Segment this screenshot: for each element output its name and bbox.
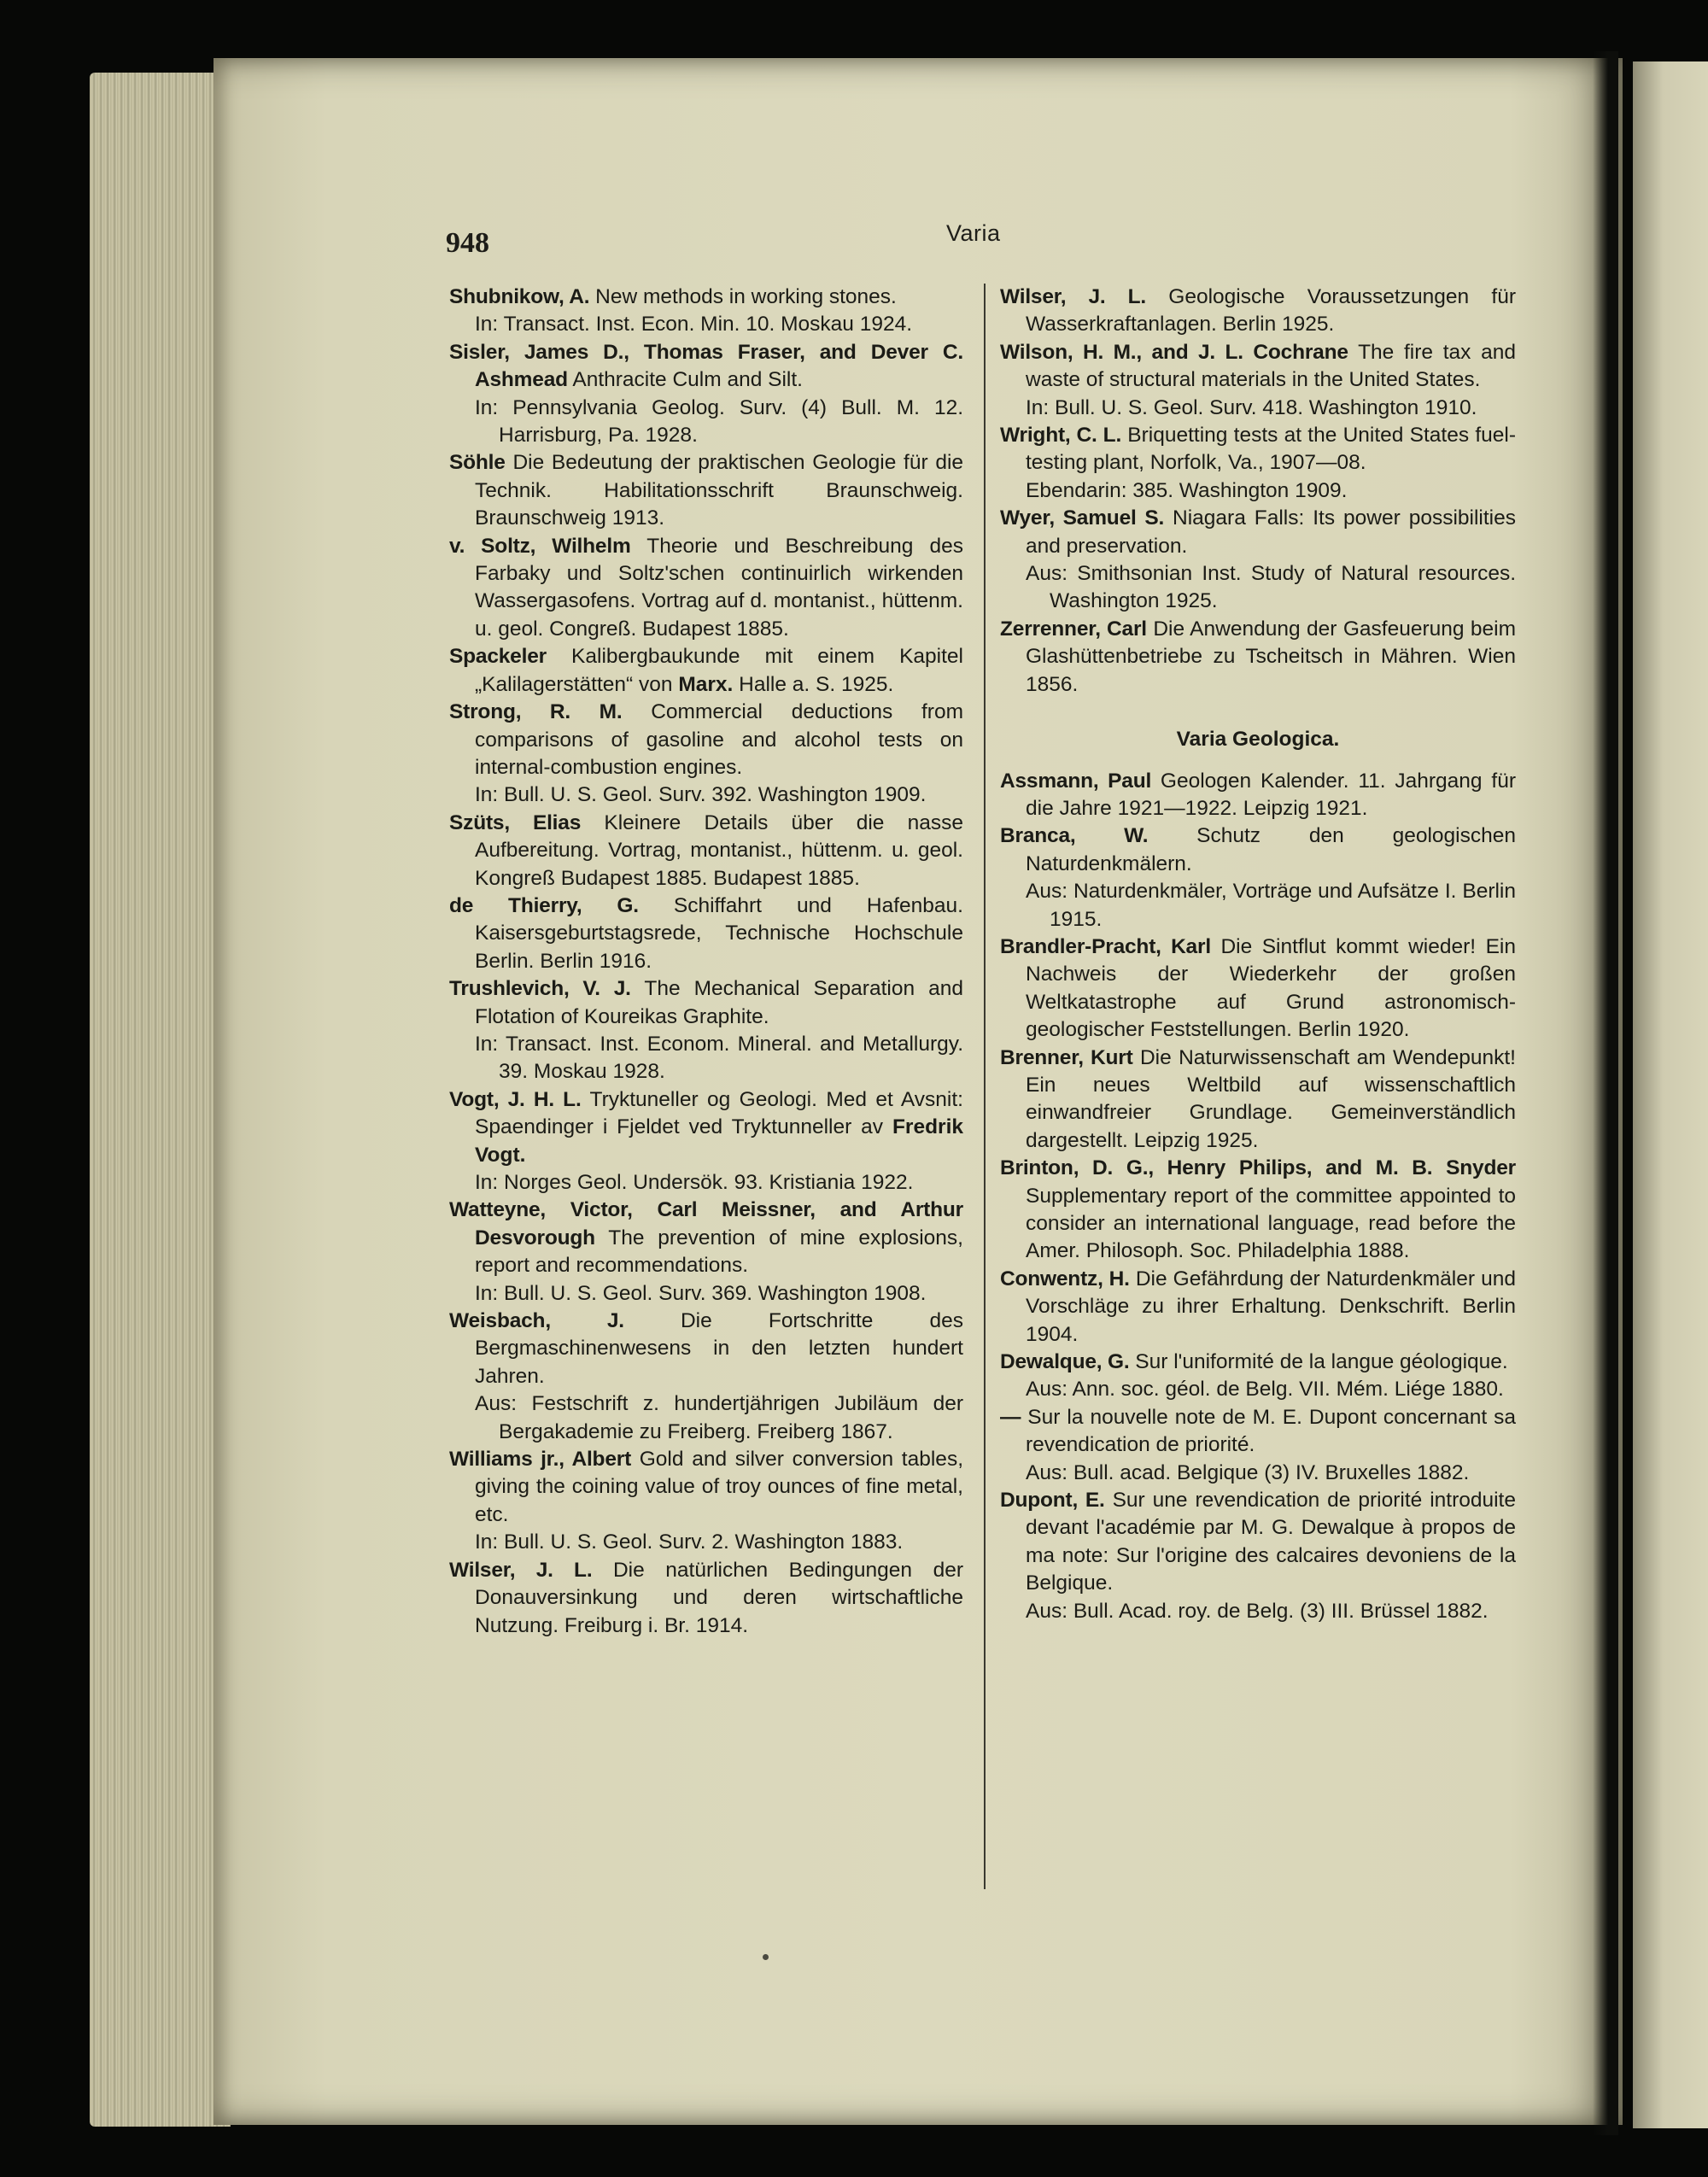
entry-author: Branca, W. bbox=[1000, 824, 1149, 848]
entry-source: Aus: Bull. acad. Belgique (3) IV. Bruxelles 1882. bbox=[1026, 1460, 1470, 1484]
bib-entry bbox=[449, 892, 963, 975]
facing-page-edge bbox=[1633, 61, 1708, 2128]
entry-source: In: Bull. U. S. Geol. Surv. 2. Washington 1883. bbox=[475, 1530, 904, 1554]
entry-title: Briquetting tests at the United States fuel-testing plant, Norfolk, Va., 1907—08. bbox=[1026, 424, 1516, 475]
book-gutter bbox=[1593, 51, 1618, 2135]
entry-author: Brinton, D. G., Henry Philips, and M. B. Snyder bbox=[1000, 1156, 1516, 1180]
bib-entry bbox=[1000, 1349, 1516, 1376]
entry-source: In: Bull. U. S. Geol. Surv. 369. Washington 1908. bbox=[475, 1281, 927, 1305]
entry-author: Shubnikow, A. bbox=[449, 285, 590, 308]
entry-author: Spackeler bbox=[449, 645, 547, 669]
bib-entry bbox=[449, 699, 963, 781]
entry-title: Die Sintflut kommt wieder! Ein Nachweis der Wiederkehr der großen Weltkatastrophe auf Grund astronomisch-geologischer Feststellungen. Berlin 1920. bbox=[1026, 934, 1516, 1042]
bib-entry bbox=[1000, 1045, 1516, 1156]
entry-title: Niagara Falls: Its power possibilities and preservation. bbox=[1026, 506, 1516, 558]
left-column bbox=[449, 284, 963, 1640]
entry-source: Ebendarin: 385. Washington 1909. bbox=[1026, 478, 1348, 502]
right-entries bbox=[1000, 284, 1516, 699]
entry-author: Trushlevich, V. J. bbox=[449, 977, 631, 1001]
bib-entry bbox=[1000, 1155, 1516, 1266]
entry-title: Commercial deductions from comparisons of gasoline and alcohol tests on internal-combustion engines. bbox=[475, 700, 963, 779]
bib-entry bbox=[1000, 422, 1516, 477]
entry-author: Watteyne, Victor, Carl Meissner, and Arthur Desvorough bbox=[449, 1198, 963, 1249]
entry-source: Aus: Naturdenkmäler, Vorträge und Aufsätze I. Berlin 1915. bbox=[1026, 880, 1516, 931]
entry-title: Die Bedeutung der praktischen Geologie für die Technik. Habilitationsschrift Braunschweig. Braunschweig 1913. bbox=[475, 451, 964, 530]
bib-entry bbox=[1000, 1487, 1516, 1598]
bib-entry bbox=[449, 1197, 963, 1279]
entry-title: Die Anwendung der Gasfeuerung beim Glashüttenbetriebe zu Tscheitsch in Mähren. Wien 1856. bbox=[1026, 617, 1516, 696]
bib-entry bbox=[449, 1446, 963, 1529]
bib-entry bbox=[449, 643, 963, 699]
bib-entry bbox=[449, 339, 963, 395]
entry-source: In: Pennsylvania Geolog. Surv. (4) Bull. M. 12. Harrisburg, Pa. 1928. bbox=[475, 395, 963, 448]
right-column bbox=[1000, 284, 1516, 1625]
entry-title: Geologen Kalender. 11. Jahrgang für die Jahre 1921—1922. Leipzig 1921. bbox=[1026, 769, 1516, 820]
entry-author: Strong, R. M. bbox=[449, 700, 623, 724]
bib-entry bbox=[449, 1308, 963, 1390]
bib-entry bbox=[1000, 505, 1516, 560]
entry-source: In: Transact. Inst. Econ. Min. 10. Moskau 1924. bbox=[475, 313, 913, 336]
entry-author: Szüts, Elias bbox=[449, 811, 582, 834]
bib-entry bbox=[1000, 339, 1516, 395]
entry-title: Anthracite Culm and Silt. bbox=[572, 368, 803, 392]
bib-entry bbox=[1000, 768, 1516, 823]
bib-entry bbox=[449, 975, 963, 1031]
entry-source: In: Transact. Inst. Econom. Mineral. and Metallurgy. 39. Moskau 1928. bbox=[475, 1032, 963, 1084]
running-head: Varia bbox=[946, 220, 1001, 246]
entry-source: Aus: Festschrift z. hundertjährigen Jubiläum der Bergakademie zu Freiberg. Freiberg 1867. bbox=[475, 1392, 963, 1443]
entry-source: In: Bull. U. S. Geol. Surv. 392. Washington 1909. bbox=[475, 783, 927, 807]
entry-source: Aus: Bull. Acad. roy. de Belg. (3) III. Brüssel 1882. bbox=[1026, 1599, 1489, 1623]
entry-author: Sisler, James D., Thomas Fraser, and Dever C. Ashmead bbox=[449, 340, 963, 392]
bib-entry bbox=[449, 533, 963, 644]
bib-entry bbox=[1000, 1266, 1516, 1349]
entry-title: Sur l'uniformité de la langue géologique. bbox=[1135, 1350, 1508, 1374]
entry-title: Die Gefährdung der Naturdenkmäler und Vorschläge zu ihrer Erhaltung. Denkschrift. Berlin 1904. bbox=[1026, 1267, 1516, 1346]
entry-title: Gold and silver conversion tables, giving the coining value of troy ounces of fine metal, etc. bbox=[475, 1448, 963, 1526]
bib-entry bbox=[449, 1086, 963, 1169]
entry-source: In: Norges Geol. Undersök. 93. Kristiania 1922. bbox=[475, 1171, 914, 1194]
entry-author: Brandler-Pracht, Karl bbox=[1000, 934, 1211, 958]
entry-title: Die Naturwissenschaft am Wendepunkt! Ein neues Weltbild auf wissenschaftlich einwandfreier Grundlage. Gemeinverständlich dargestellt. Leipzig 1925. bbox=[1026, 1045, 1516, 1152]
book-page-edges bbox=[90, 73, 231, 2127]
entry-title: Kleinere Details über die nasse Aufbereitung. Vortrag, montanist., hüttenm. u. geol. Kongreß Budapest 1885. Budapest 1885. bbox=[475, 811, 964, 890]
entry-title: The prevention of mine explosions, report and recommendations. bbox=[475, 1226, 963, 1278]
entry-author: Williams jr., Albert bbox=[449, 1448, 632, 1472]
bib-entry bbox=[1000, 1404, 1516, 1460]
entry-author: Dupont, E. bbox=[1000, 1489, 1105, 1513]
column-divider bbox=[984, 284, 986, 1889]
entry-title: New methods in working stones. bbox=[595, 285, 897, 308]
entry-author: Zerrenner, Carl bbox=[1000, 617, 1147, 641]
entry-author: Wilser, J. L. bbox=[1000, 285, 1146, 308]
entry-author: Brenner, Kurt bbox=[1000, 1045, 1133, 1069]
bib-entry bbox=[1000, 284, 1516, 339]
entry-author: Wright, C. L. bbox=[1000, 424, 1122, 448]
bib-entry bbox=[449, 449, 963, 532]
entry-author: v. Soltz, Wilhelm bbox=[449, 534, 631, 558]
print-speck bbox=[763, 1954, 769, 1960]
bib-entry bbox=[1000, 822, 1516, 878]
entry-author: Weisbach, J. bbox=[449, 1309, 624, 1333]
page-number: 948 bbox=[446, 227, 489, 259]
entry-title: Theorie und Beschreibung des Farbaky und Soltz'schen continuirlich wirkenden Wassergasofens. Vortrag auf d. montanist., hüttenm. u. geol. Congreß. Budapest 1885. bbox=[475, 534, 963, 641]
section-heading: Varia Geologica. bbox=[1176, 728, 1340, 752]
entry-title: Kalibergbaukunde mit einem Kapitel „Kalilagerstätten“ von bbox=[475, 645, 963, 696]
entry-author: Söhle bbox=[449, 451, 506, 475]
bib-entry bbox=[1000, 616, 1516, 699]
entry-author: Vogt, J. H. L. bbox=[449, 1087, 582, 1111]
entry-title: Die Fortschritte des Bergmaschinenwesens in den letzten hundert Jahren. bbox=[475, 1309, 963, 1388]
entry-bold-name: Fredrik Vogt. bbox=[475, 1115, 964, 1167]
entry-title: Sur la nouvelle note de M. E. Dupont concernant sa revendication de priorité. bbox=[1026, 1405, 1516, 1457]
entry-title: Geologische Voraussetzungen für Wasserkraftanlagen. Berlin 1925. bbox=[1026, 285, 1517, 336]
entry-source: Aus: Smithsonian Inst. Study of Natural resources. Washington 1925. bbox=[1026, 562, 1516, 613]
entry-title: Die natürlichen Bedingungen der Donauversinkung und deren wirtschaftliche Nutzung. Freiburg i. Br. 1914. bbox=[475, 1558, 963, 1637]
entry-title: The fire tax and waste of structural materials in the United States. bbox=[1026, 340, 1516, 392]
entry-author: Dewalque, G. bbox=[1000, 1350, 1130, 1374]
entry-title: Schutz den geologischen Naturdenkmälern. bbox=[1026, 824, 1516, 875]
entry-title: Supplementary report of the committee appointed to consider an international language, read before the Amer. Philosoph. Soc. Philadelphia 1888. bbox=[1026, 1184, 1516, 1263]
entry-title: Schiffahrt und Hafenbau. Kaisersgeburtstagsrede, Technische Hochschule Berlin. Berlin 1916. bbox=[475, 893, 963, 973]
entry-author: Wilson, H. M., and J. L. Cochrane bbox=[1000, 340, 1348, 364]
entry-title: Sur une revendication de priorité introduite devant l'académie par M. G. Dewalque à propos de ma note: Sur l'origine des calcaires devoniens de la Belgique. bbox=[1026, 1489, 1516, 1595]
entry-author: Wilser, J. L. bbox=[449, 1558, 593, 1582]
entry-title: The Mechanical Separation and Flotation of Koureikas Graphite. bbox=[475, 977, 963, 1028]
entry-source: Aus: Ann. soc. géol. de Belg. VII. Mém. Liége 1880. bbox=[1026, 1378, 1504, 1402]
entry-author: — bbox=[1000, 1405, 1021, 1429]
bib-entry bbox=[449, 284, 963, 311]
entry-title: Tryktuneller og Geologi. Med et Avsnit: Spaendinger i Fjeldet ved Tryktunneller av bbox=[475, 1087, 963, 1139]
bib-entry bbox=[1000, 933, 1516, 1045]
bib-entry bbox=[449, 810, 963, 892]
entry-author: Conwentz, H. bbox=[1000, 1267, 1130, 1290]
entry-source: In: Bull. U. S. Geol. Surv. 418. Washington 1910. bbox=[1026, 395, 1477, 419]
bib-entry bbox=[449, 1557, 963, 1640]
section-entries bbox=[1000, 768, 1516, 1626]
entry-title-cont: Halle a. S. 1925. bbox=[739, 672, 894, 696]
entry-author: Assmann, Paul bbox=[1000, 769, 1152, 793]
entry-bold-name: Marx. bbox=[678, 672, 734, 696]
entry-author: de Thierry, G. bbox=[449, 893, 639, 917]
entry-author: Wyer, Samuel S. bbox=[1000, 506, 1165, 530]
